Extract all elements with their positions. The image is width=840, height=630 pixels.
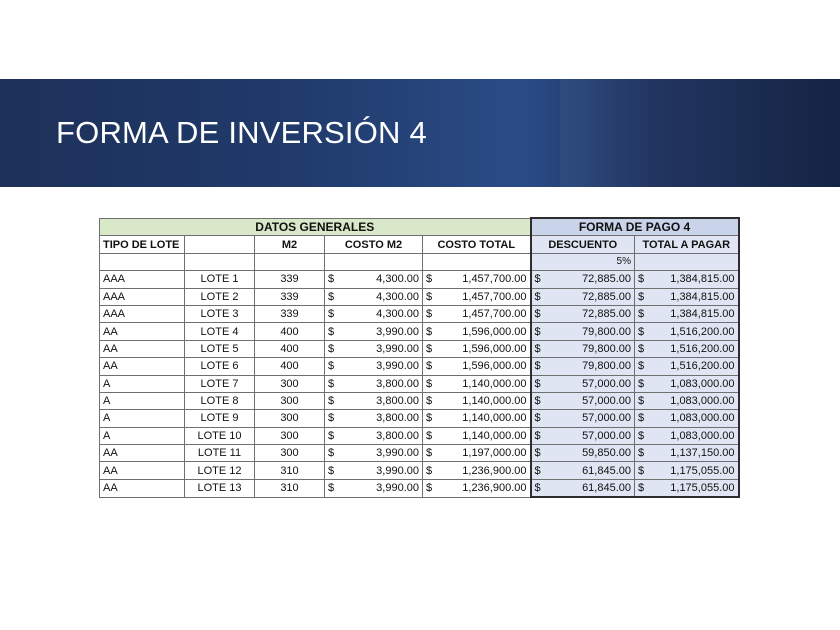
- currency-symbol: $: [426, 412, 433, 425]
- slide-title: FORMA DE INVERSIÓN 4: [56, 115, 427, 150]
- cell-costo-m2: [325, 305, 423, 322]
- currency-symbol: $: [328, 482, 335, 495]
- table-row: [100, 445, 739, 462]
- cell-tipo: A: [100, 375, 185, 392]
- cell-costo-total: [423, 375, 531, 392]
- cell-m2: 400: [255, 323, 325, 340]
- cell-lote: LOTE 12: [185, 462, 255, 479]
- cell-lote: LOTE 6: [185, 358, 255, 375]
- cell-total-value: 1,175,055.00: [670, 464, 735, 477]
- currency-symbol: $: [328, 325, 335, 338]
- cell-costo-m2: [325, 323, 423, 340]
- cell-lote: LOTE 7: [185, 375, 255, 392]
- cell-total: [635, 375, 739, 392]
- cell-total-value: 1,137,150.00: [670, 447, 735, 460]
- cell-total: [635, 462, 739, 479]
- cell-costo-total-value: 1,457,700.00: [462, 308, 527, 321]
- cell-tipo: AAA: [100, 271, 185, 288]
- currency-symbol: $: [534, 412, 541, 425]
- table-row: [100, 323, 739, 340]
- cell-costo-m2-value: 3,990.00: [376, 342, 419, 355]
- col-header-costo-m2: COSTO M2: [325, 236, 423, 253]
- cell-m2: 339: [255, 271, 325, 288]
- cell-descuento-value: 79,800.00: [582, 325, 631, 338]
- cell-descuento: [531, 340, 635, 357]
- cell-total: [635, 271, 739, 288]
- currency-symbol: $: [328, 447, 335, 460]
- cell-descuento: [531, 375, 635, 392]
- currency-symbol: $: [638, 360, 645, 373]
- cell-costo-m2: [325, 288, 423, 305]
- cell-total: [635, 410, 739, 427]
- col-header-descuento: DESCUENTO: [531, 236, 635, 253]
- currency-symbol: $: [534, 360, 541, 373]
- cell-descuento-value: 57,000.00: [582, 377, 631, 390]
- cell-descuento: [531, 288, 635, 305]
- cell-costo-m2-value: 3,800.00: [376, 377, 419, 390]
- cell-costo-total-value: 1,236,900.00: [462, 464, 527, 477]
- cell-costo-m2-value: 3,800.00: [376, 429, 419, 442]
- cell-descuento: [531, 427, 635, 444]
- empty-cell: [255, 253, 325, 270]
- cell-descuento-value: 61,845.00: [582, 464, 631, 477]
- cell-costo-total-value: 1,457,700.00: [462, 290, 527, 303]
- cell-total: [635, 305, 739, 322]
- currency-symbol: $: [328, 342, 335, 355]
- cell-costo-total-value: 1,140,000.00: [462, 395, 527, 408]
- cell-tipo: AA: [100, 323, 185, 340]
- cell-total-value: 1,083,000.00: [670, 377, 735, 390]
- currency-symbol: $: [328, 273, 335, 286]
- cell-costo-total-value: 1,596,000.00: [462, 325, 527, 338]
- cell-tipo: A: [100, 427, 185, 444]
- cell-lote: LOTE 11: [185, 445, 255, 462]
- empty-cell: [325, 253, 423, 270]
- currency-symbol: $: [638, 377, 645, 390]
- table-row: [100, 340, 739, 357]
- cell-costo-total: [423, 358, 531, 375]
- cell-descuento-value: 72,885.00: [582, 308, 631, 321]
- currency-symbol: $: [426, 377, 433, 390]
- investment-table: [99, 217, 740, 498]
- cell-costo-m2-value: 3,800.00: [376, 412, 419, 425]
- cell-costo-total: [423, 479, 531, 497]
- group-header-row: [100, 218, 739, 236]
- cell-total-value: 1,083,000.00: [670, 429, 735, 442]
- currency-symbol: $: [426, 308, 433, 321]
- cell-tipo: AA: [100, 340, 185, 357]
- currency-symbol: $: [638, 395, 645, 408]
- currency-symbol: $: [534, 342, 541, 355]
- cell-costo-total: [423, 427, 531, 444]
- col-header-costo-total: COSTO TOTAL: [423, 236, 531, 253]
- empty-cell: [185, 253, 255, 270]
- cell-descuento: [531, 323, 635, 340]
- currency-symbol: $: [426, 290, 433, 303]
- cell-total: [635, 479, 739, 497]
- cell-lote: LOTE 1: [185, 271, 255, 288]
- cell-costo-m2-value: 4,300.00: [376, 290, 419, 303]
- cell-tipo: AAA: [100, 288, 185, 305]
- cell-costo-total: [423, 392, 531, 409]
- cell-costo-total-value: 1,140,000.00: [462, 377, 527, 390]
- currency-symbol: $: [638, 429, 645, 442]
- cell-costo-total-value: 1,236,900.00: [462, 482, 527, 495]
- currency-symbol: $: [534, 325, 541, 338]
- empty-cell: [100, 253, 185, 270]
- cell-total: [635, 340, 739, 357]
- currency-symbol: $: [638, 447, 645, 460]
- cell-costo-m2: [325, 375, 423, 392]
- currency-symbol: $: [638, 273, 645, 286]
- cell-costo-m2: [325, 445, 423, 462]
- cell-total: [635, 288, 739, 305]
- cell-descuento: [531, 445, 635, 462]
- cell-tipo: A: [100, 392, 185, 409]
- cell-total-value: 1,384,815.00: [670, 290, 735, 303]
- cell-costo-m2-value: 3,990.00: [376, 325, 419, 338]
- cell-descuento-value: 79,800.00: [582, 342, 631, 355]
- currency-symbol: $: [328, 412, 335, 425]
- cell-costo-m2-value: 3,990.00: [376, 464, 419, 477]
- cell-lote: LOTE 13: [185, 479, 255, 497]
- cell-costo-m2-value: 3,990.00: [376, 482, 419, 495]
- cell-tipo: A: [100, 410, 185, 427]
- currency-symbol: $: [534, 377, 541, 390]
- cell-costo-total-value: 1,596,000.00: [462, 360, 527, 373]
- table-row: [100, 288, 739, 305]
- cell-descuento: [531, 462, 635, 479]
- currency-symbol: $: [426, 360, 433, 373]
- cell-total-value: 1,516,200.00: [670, 342, 735, 355]
- col-header-tipo: TIPO DE LOTE: [100, 236, 185, 253]
- currency-symbol: $: [638, 464, 645, 477]
- cell-descuento-value: 57,000.00: [582, 395, 631, 408]
- table-row: [100, 305, 739, 322]
- cell-descuento-value: 61,845.00: [582, 482, 631, 495]
- currency-symbol: $: [426, 395, 433, 408]
- table-row: [100, 427, 739, 444]
- cell-lote: LOTE 5: [185, 340, 255, 357]
- cell-total-value: 1,083,000.00: [670, 412, 735, 425]
- cell-costo-total: [423, 305, 531, 322]
- cell-m2: 400: [255, 358, 325, 375]
- cell-costo-m2-value: 4,300.00: [376, 273, 419, 286]
- currency-symbol: $: [426, 342, 433, 355]
- currency-symbol: $: [328, 290, 335, 303]
- currency-symbol: $: [534, 395, 541, 408]
- group-payment-header: FORMA DE PAGO 4: [531, 218, 739, 236]
- cell-m2: 300: [255, 375, 325, 392]
- cell-descuento-value: 72,885.00: [582, 290, 631, 303]
- cell-costo-total: [423, 271, 531, 288]
- cell-costo-total: [423, 288, 531, 305]
- table-row: [100, 271, 739, 288]
- currency-symbol: $: [534, 482, 541, 495]
- cell-total: [635, 358, 739, 375]
- cell-costo-m2-value: 3,990.00: [376, 360, 419, 373]
- table-row: [100, 462, 739, 479]
- cell-lote: LOTE 3: [185, 305, 255, 322]
- cell-m2: 339: [255, 305, 325, 322]
- col-header-lote: [185, 236, 255, 253]
- cell-total: [635, 445, 739, 462]
- empty-cell: [635, 253, 739, 270]
- cell-descuento-value: 57,000.00: [582, 429, 631, 442]
- cell-costo-total: [423, 410, 531, 427]
- currency-symbol: $: [328, 377, 335, 390]
- currency-symbol: $: [534, 464, 541, 477]
- cell-m2: 310: [255, 479, 325, 497]
- cell-costo-total-value: 1,140,000.00: [462, 429, 527, 442]
- cell-lote: LOTE 9: [185, 410, 255, 427]
- cell-descuento: [531, 358, 635, 375]
- cell-total-value: 1,516,200.00: [670, 360, 735, 373]
- currency-symbol: $: [638, 308, 645, 321]
- cell-costo-m2: [325, 271, 423, 288]
- empty-cell: [423, 253, 531, 270]
- cell-costo-total: [423, 340, 531, 357]
- cell-m2: 300: [255, 410, 325, 427]
- cell-costo-total: [423, 323, 531, 340]
- cell-m2: 310: [255, 462, 325, 479]
- currency-symbol: $: [638, 412, 645, 425]
- currency-symbol: $: [638, 482, 645, 495]
- cell-descuento: [531, 479, 635, 497]
- cell-lote: LOTE 2: [185, 288, 255, 305]
- currency-symbol: $: [534, 290, 541, 303]
- currency-symbol: $: [426, 464, 433, 477]
- table-row: [100, 375, 739, 392]
- cell-total: [635, 323, 739, 340]
- currency-symbol: $: [426, 273, 433, 286]
- column-header-row: [100, 236, 739, 253]
- currency-symbol: $: [638, 342, 645, 355]
- cell-lote: LOTE 10: [185, 427, 255, 444]
- cell-lote: LOTE 8: [185, 392, 255, 409]
- currency-symbol: $: [328, 395, 335, 408]
- cell-costo-m2: [325, 410, 423, 427]
- currency-symbol: $: [638, 290, 645, 303]
- cell-tipo: AA: [100, 445, 185, 462]
- cell-costo-m2-value: 4,300.00: [376, 308, 419, 321]
- cell-descuento-value: 57,000.00: [582, 412, 631, 425]
- cell-total-value: 1,384,815.00: [670, 308, 735, 321]
- cell-m2: 339: [255, 288, 325, 305]
- cell-costo-m2: [325, 340, 423, 357]
- table-row: [100, 358, 739, 375]
- currency-symbol: $: [426, 482, 433, 495]
- cell-tipo: AA: [100, 479, 185, 497]
- cell-costo-total-value: 1,197,000.00: [462, 447, 527, 460]
- banner-shade: [560, 79, 840, 187]
- cell-costo-total-value: 1,596,000.00: [462, 342, 527, 355]
- cell-total: [635, 427, 739, 444]
- cell-total: [635, 392, 739, 409]
- currency-symbol: $: [328, 308, 335, 321]
- cell-tipo: AA: [100, 358, 185, 375]
- cell-m2: 300: [255, 445, 325, 462]
- currency-symbol: $: [534, 429, 541, 442]
- table-row: [100, 392, 739, 409]
- cell-descuento: [531, 305, 635, 322]
- table-row: [100, 410, 739, 427]
- cell-lote: LOTE 4: [185, 323, 255, 340]
- cell-descuento-value: 59,850.00: [582, 447, 631, 460]
- cell-costo-m2: [325, 462, 423, 479]
- currency-symbol: $: [328, 360, 335, 373]
- cell-costo-total: [423, 445, 531, 462]
- currency-symbol: $: [426, 325, 433, 338]
- currency-symbol: $: [426, 447, 433, 460]
- cell-costo-total: [423, 462, 531, 479]
- cell-total-value: 1,175,055.00: [670, 482, 735, 495]
- cell-tipo: AA: [100, 462, 185, 479]
- cell-m2: 300: [255, 427, 325, 444]
- cell-total-value: 1,516,200.00: [670, 325, 735, 338]
- currency-symbol: $: [534, 308, 541, 321]
- currency-symbol: $: [328, 429, 335, 442]
- cell-descuento: [531, 392, 635, 409]
- cell-m2: 400: [255, 340, 325, 357]
- cell-descuento-value: 79,800.00: [582, 360, 631, 373]
- cell-costo-m2: [325, 358, 423, 375]
- cell-costo-m2: [325, 479, 423, 497]
- col-header-total: TOTAL A PAGAR: [635, 236, 739, 253]
- cell-descuento: [531, 271, 635, 288]
- cell-total-value: 1,083,000.00: [670, 395, 735, 408]
- cell-m2: 300: [255, 392, 325, 409]
- discount-row: [100, 253, 739, 270]
- cell-descuento-value: 72,885.00: [582, 273, 631, 286]
- currency-symbol: $: [534, 447, 541, 460]
- cell-costo-total-value: 1,140,000.00: [462, 412, 527, 425]
- currency-symbol: $: [534, 273, 541, 286]
- cell-costo-m2: [325, 392, 423, 409]
- table-row: [100, 479, 739, 497]
- col-header-m2: M2: [255, 236, 325, 253]
- cell-costo-m2-value: 3,800.00: [376, 395, 419, 408]
- group-general-header: DATOS GENERALES: [100, 218, 531, 236]
- cell-descuento: [531, 410, 635, 427]
- currency-symbol: $: [426, 429, 433, 442]
- cell-costo-m2: [325, 427, 423, 444]
- currency-symbol: $: [328, 464, 335, 477]
- cell-tipo: AAA: [100, 305, 185, 322]
- currency-symbol: $: [638, 325, 645, 338]
- cell-total-value: 1,384,815.00: [670, 273, 735, 286]
- cell-costo-m2-value: 3,990.00: [376, 447, 419, 460]
- cell-costo-total-value: 1,457,700.00: [462, 273, 527, 286]
- discount-percent: 5%: [531, 253, 635, 270]
